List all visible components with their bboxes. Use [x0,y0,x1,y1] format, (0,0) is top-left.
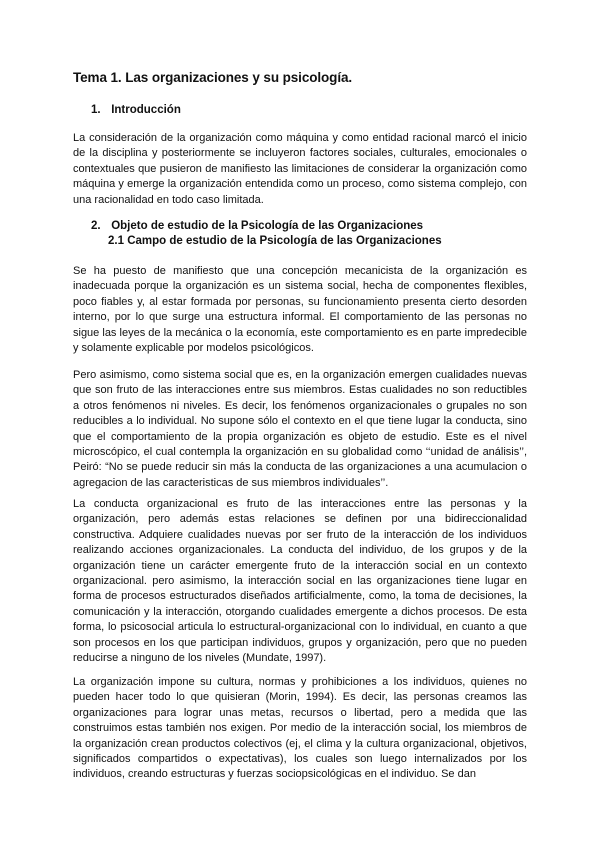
paragraph: La organización impone su cultura, normas y prohibiciones a los individuos, quienes no pueden hacer todo lo que quisieran (Morin, 1994). Es decir, las personas creamos las organizaciones para lograr unas metas, recursos o libertad, pero a medida que las construimos estas también nos exigen. Por medio de la interacción social, los miembros de la organización crean productos colectivos (ej, el clima y la cultura organizacional, objetivos, significados compartidos o expectativas), los cuales son luego internalizados por los individuos, creando estructuras y fuerzas sociopsicológicas en el individuo. Se dan [73,676,527,781]
subsection-heading-campo [108,235,442,247]
section-number: 1. [91,104,101,116]
section-number: 2. [91,220,101,232]
section-heading-intro [91,104,181,116]
section-title: Introducción [111,104,181,116]
section-heading-objeto [91,220,423,232]
section-title: Campo de estudio de la Psicología de las Organizaciones [127,235,442,247]
page-title: Tema 1. Las organizaciones y su psicología. [73,70,353,85]
paragraph: La consideración de la organización como máquina y como entidad racional marcó el inicio de la disciplina y posteriormente se incluyeron factores sociales, culturales, emocionales o contextuales que pusieron de manifiesto las limitaciones de considerar la organización como máquina y emerge la organización entendida como un proceso, como sistema complejo, con una racionalidad en todo caso limitada. [73,132,527,206]
paragraph: Se ha puesto de manifiesto que una concepción mecanicista de la organización es inadecuada porque la organización es un sistema social, hecha de componentes flexibles, poco fiables y, al estar formada por personas, su funcionamiento presenta cierto desorden interno, por lo que surge una estructura informal. El comportamiento de las personas no sigue las leyes de la mecánica o la economía, este comportamiento es en parte impredecible y solamente explicable por modelos psicológicos. [73,265,527,355]
section-number: 2.1 [108,235,124,247]
paragraph: Pero asimismo, como sistema social que es, en la organización emergen cualidades nuevas que son fruto de las interacciones entre sus miembros. Estas cualidades no son reductibles a otros fenómenos ni niveles. Es decir, los fenómenos organizacionales o grupales no son reducibles a lo individual. No supone sólo el contexto en el que tiene lugar la conducta, sino que el comportamiento de la propia organización es objeto de estudio. Este es el nivel microscópico, el cual contempla la organización en su globalidad como ‘‘unidad de análisis’’, Peiró: “No se puede reducir sin más la conducta de las organizaciones a una acumulacion o agregacion de las caracteristicas de sus miembros individuales’’. [73,369,527,489]
section-title: Objeto de estudio de la Psicología de las Organizaciones [111,220,424,232]
paragraph: La conducta organizacional es fruto de las interacciones entre las personas y la organización, pero además estas relaciones se definen por una bidireccionalidad constructiva. Adquiere cualidades nuevas por ser fruto de la interacción de los individuos realizando acciones organizacionales. La conducta del individuo, de los grupos y de la organización tiene un carácter emergente fruto de la interacción social en un contexto organizacional. pero asimismo, la interacción social en las organizaciones tiene lugar en forma de procesos estructurados diseñados artificialmente, como, la toma de decisiones, la comunicación y la interacción, otorgando cualidades emergente a dichos procesos. De esta forma, lo psicosocial articula lo estructural-organizacional con lo individual, en cuanto a que son procesos en los que participan individuos, grupos y organización, pero que no pueden reducirse a ninguno de los niveles (Mundate, 1997). [73,498,527,665]
